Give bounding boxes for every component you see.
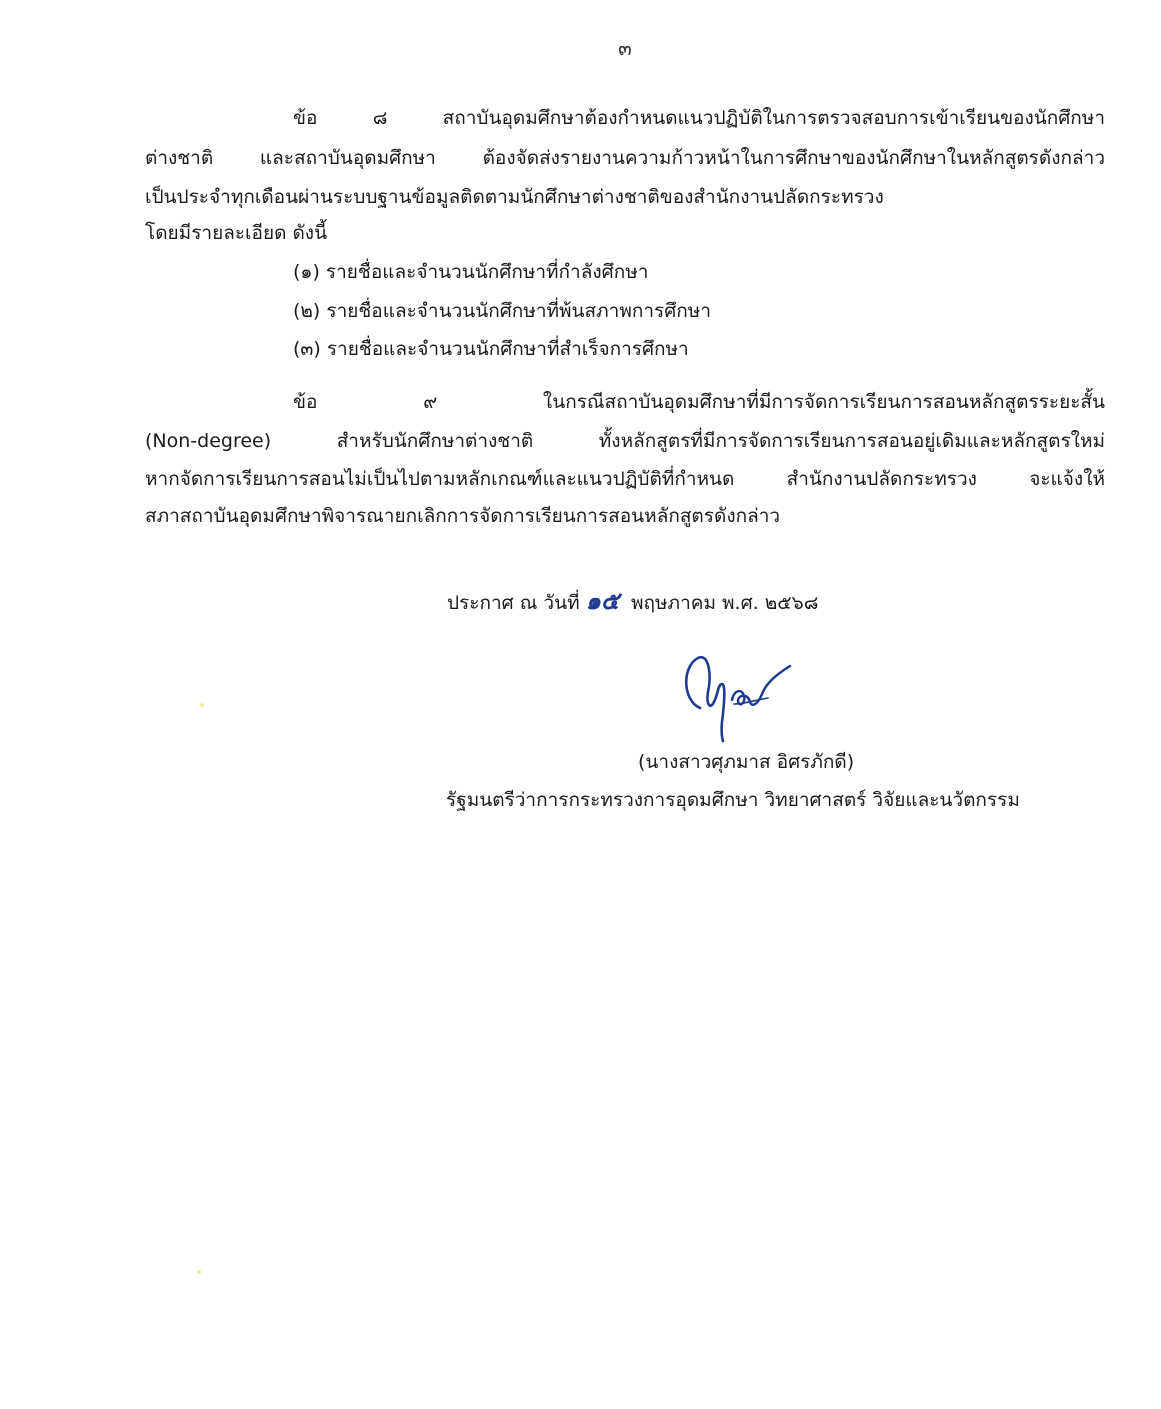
clause-8-line-2: ต่างชาติ และสถาบันอุดมศึกษา ต้องจัดส่งรายงานความก้าวหน้าในการศึกษาของนักศึกษาในหลักสูตรดังกล่าว xyxy=(145,147,1105,169)
page-number: ๓ xyxy=(618,36,632,60)
announcement-date xyxy=(447,588,818,616)
announcement-prefix: ประกาศ ณ วันที่ xyxy=(447,592,580,614)
clause-8-line-1: ข้อ ๘ สถาบันอุดมศึกษาต้องกำหนดแนวปฏิบัติในการตรวจสอบการเข้าเรียนของนักศึกษา xyxy=(293,107,1105,129)
clause-8-item-2: (๒) รายชื่อและจำนวนนักศึกษาที่พ้นสภาพการศึกษา xyxy=(293,300,711,322)
clause-9-line-4: สภาสถาบันอุดมศึกษาพิจารณายกเลิกการจัดการเรียนการสอนหลักสูตรดังกล่าว xyxy=(145,505,781,527)
scan-speck xyxy=(200,703,204,707)
clause-9-line-2: (Non-degree) สำหรับนักศึกษาต่างชาติ ทั้งหลักสูตรที่มีการจัดการเรียนการสอนอยู่เดิมและหลักสูตรใหม่ xyxy=(145,430,1105,452)
announcement-month-year: พฤษภาคม พ.ศ. ๒๕๖๘ xyxy=(631,592,819,614)
handwritten-signature xyxy=(678,648,798,743)
clause-8-item-3: (๓) รายชื่อและจำนวนนักศึกษาที่สำเร็จการศึกษา xyxy=(293,338,689,360)
clause-9-line-3: หากจัดการเรียนการสอนไม่เป็นไปตามหลักเกณฑ์และแนวปฏิบัติที่กำหนด สำนักงานปลัดกระทรวง จะแจ้งให้ xyxy=(145,468,1105,490)
clause-8-item-1: (๑) รายชื่อและจำนวนนักศึกษาที่กำลังศึกษา xyxy=(293,261,649,283)
signer-title: รัฐมนตรีว่าการกระทรวงการอุดมศึกษา วิทยาศาสตร์ วิจัยและนวัตกรรม xyxy=(446,789,1020,811)
signer-name: (นางสาวศุภมาส อิศรภักดี) xyxy=(638,751,855,773)
clause-8-line-3: เป็นประจำทุกเดือนผ่านระบบฐานข้อมูลติดตามนักศึกษาต่างชาติของสำนักงานปลัดกระทรวง xyxy=(145,186,884,208)
scan-speck xyxy=(197,1270,201,1274)
clause-9-line-1: ข้อ ๙ ในกรณีสถาบันอุดมศึกษาที่มีการจัดการเรียนการสอนหลักสูตรระยะสั้น xyxy=(293,391,1105,413)
handwritten-day: ๑๕ xyxy=(585,586,619,615)
clause-8-line-4: โดยมีรายละเอียด ดังนี้ xyxy=(145,222,328,244)
